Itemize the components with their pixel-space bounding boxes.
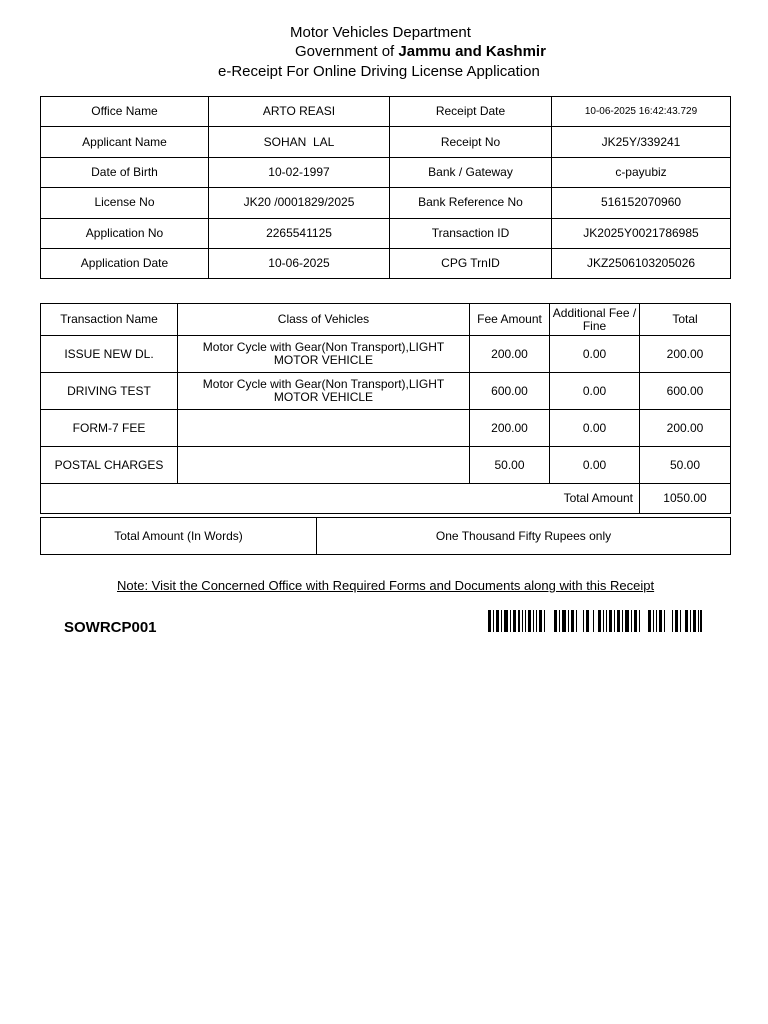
header-total: Total xyxy=(640,304,731,336)
applicant-name-label: Applicant Name xyxy=(41,127,209,157)
additional-fee: 0.00 xyxy=(550,410,640,447)
bank-gateway-value: c-payubiz xyxy=(552,157,731,187)
header-additional-fee: Additional Fee / Fine xyxy=(550,304,640,336)
row-total: 600.00 xyxy=(640,373,731,410)
receipt-date-label: Receipt Date xyxy=(390,97,552,127)
total-amount-row xyxy=(41,484,731,514)
vehicle-class: Motor Cycle with Gear(Non Transport),LIGHT MOTOR VEHICLE xyxy=(178,373,470,410)
amount-in-words-label: Total Amount (In Words) xyxy=(41,518,317,555)
transaction-name: POSTAL CHARGES xyxy=(41,447,178,484)
bank-gateway-label: Bank / Gateway xyxy=(390,157,552,187)
application-no-label: Application No xyxy=(41,218,209,248)
info-row xyxy=(41,188,731,218)
info-row xyxy=(41,97,731,127)
cpg-label: CPG TrnID xyxy=(390,248,552,278)
additional-fee: 0.00 xyxy=(550,336,640,373)
amount-in-words-value: One Thousand Fifty Rupees only xyxy=(317,518,731,555)
transaction-name: ISSUE NEW DL. xyxy=(41,336,178,373)
total-amount-value: 1050.00 xyxy=(640,484,731,514)
transaction-name: FORM-7 FEE xyxy=(41,410,178,447)
amount-in-words-table xyxy=(40,517,731,555)
row-total: 200.00 xyxy=(640,410,731,447)
dob-value: 10-02-1997 xyxy=(209,157,390,187)
additional-fee: 0.00 xyxy=(550,373,640,410)
row-total: 200.00 xyxy=(640,336,731,373)
receipt-no-label: Receipt No xyxy=(390,127,552,157)
fee-row xyxy=(41,410,731,447)
fee-row xyxy=(41,447,731,484)
info-row xyxy=(41,157,731,187)
receipt-code: SOWRCP001 xyxy=(64,619,157,636)
application-date-value: 10-06-2025 xyxy=(209,248,390,278)
fee-amount: 200.00 xyxy=(470,336,550,373)
government-prefix: Government of xyxy=(295,43,399,60)
dob-label: Date of Birth xyxy=(41,157,209,187)
vehicle-class: Motor Cycle with Gear(Non Transport),LIGHT MOTOR VEHICLE xyxy=(178,336,470,373)
license-no-label: License No xyxy=(41,188,209,218)
office-name-value: ARTO REASI xyxy=(209,97,390,127)
government-title xyxy=(295,43,546,61)
row-total: 50.00 xyxy=(640,447,731,484)
vehicle-class xyxy=(178,447,470,484)
fee-table xyxy=(40,303,731,514)
header-class-of-vehicles: Class of Vehicles xyxy=(178,304,470,336)
fee-amount: 600.00 xyxy=(470,373,550,410)
bank-ref-label: Bank Reference No xyxy=(390,188,552,218)
fee-table-header xyxy=(41,304,731,336)
receipt-title: e-Receipt For Online Driving License Application xyxy=(218,63,540,80)
applicant-name-value: SOHAN LAL xyxy=(209,127,390,157)
application-no-value: 2265541125 xyxy=(209,218,390,248)
header-transaction-name: Transaction Name xyxy=(41,304,178,336)
receipt-note: Note: Visit the Concerned Office with Required Forms and Documents along with this Receipt xyxy=(117,578,655,593)
transaction-name: DRIVING TEST xyxy=(41,373,178,410)
bank-ref-value: 516152070960 xyxy=(552,188,731,218)
additional-fee: 0.00 xyxy=(550,447,640,484)
info-row xyxy=(41,218,731,248)
fee-amount: 50.00 xyxy=(470,447,550,484)
application-date-label: Application Date xyxy=(41,248,209,278)
total-amount-label: Total Amount xyxy=(41,484,640,514)
receipt-no-value: JK25Y/339241 xyxy=(552,127,731,157)
fee-row xyxy=(41,373,731,410)
state-name: Jammu and Kashmir xyxy=(398,43,546,60)
license-no-value: JK20 /0001829/2025 xyxy=(209,188,390,218)
receipt-date-value: 10-06-2025 16:42:43.729 xyxy=(552,97,731,127)
info-row xyxy=(41,127,731,157)
applicant-info-table xyxy=(40,96,731,279)
cpg-value: JKZ2506103205026 xyxy=(552,248,731,278)
office-name-label: Office Name xyxy=(41,97,209,127)
info-row xyxy=(41,248,731,278)
transaction-id-label: Transaction ID xyxy=(390,218,552,248)
department-title: Motor Vehicles Department xyxy=(290,24,471,41)
fee-row xyxy=(41,336,731,373)
vehicle-class xyxy=(178,410,470,447)
fee-amount: 200.00 xyxy=(470,410,550,447)
transaction-id-value: JK2025Y0021786985 xyxy=(552,218,731,248)
header-fee-amount: Fee Amount xyxy=(470,304,550,336)
amount-in-words-row xyxy=(41,518,731,555)
barcode-image xyxy=(488,610,702,632)
